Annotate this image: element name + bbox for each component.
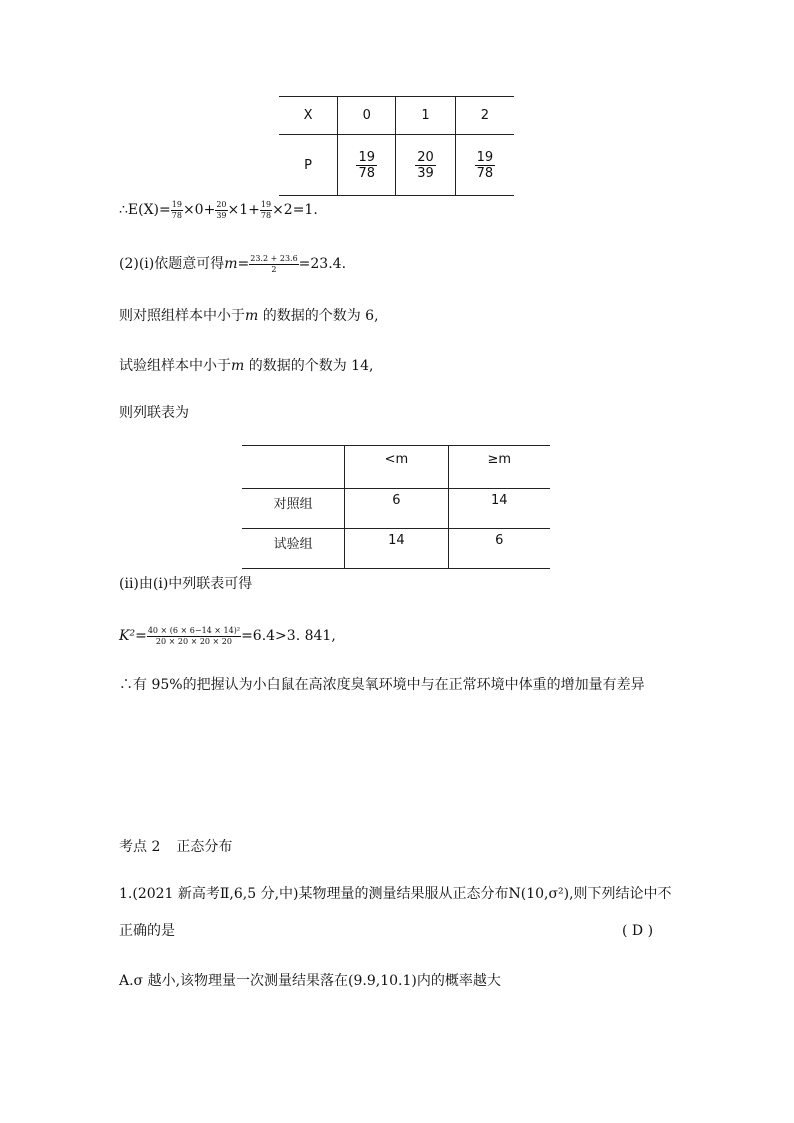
table-header-cell — [242, 446, 345, 489]
option-a: A.σ 越小,该物理量一次测量结果落在(9.9,10.1)内的概率越大 — [119, 973, 501, 989]
probability-cell: $\frac{20}{39}$ — [396, 135, 455, 196]
contingency-intro: 则列联表为 — [119, 405, 189, 421]
chi-square-formula: K²= $\frac{\text{40 × (6 × 6−14 × 14)²}}{20 \times 20 \times 20 \times 20}$ =6.4>3. 841, — [119, 625, 336, 646]
distribution-table — [279, 96, 514, 196]
section-title: 正态分布 — [176, 839, 233, 855]
question-line-1: 1.(2021 新高考Ⅱ,6,5 分,中)某物理量的测量结果服从正态分布N(10,σ²),则下列结论中不 — [119, 886, 672, 902]
contingency-table — [242, 445, 550, 569]
control-group-count: 则对照组样本中小于m 的数据的个数为 6, — [119, 308, 379, 324]
probability-cell: $\frac{19}{78}$ — [455, 135, 514, 196]
table-header-cell: 0 — [338, 97, 396, 135]
part-ii-intro: (ii)由(i)中列联表可得 — [119, 576, 253, 592]
table-row-label: 对照组 — [242, 489, 345, 529]
expectation-formula: ∴E(X)= $\frac{19}{78}$ ×0+ $\frac{20}{39}$ ×1+ $\frac{19}{78}$ ×2=1. — [119, 199, 318, 220]
answer-bracket: ( D ) — [622, 923, 654, 939]
section-heading — [119, 837, 232, 857]
section-label: 考点 2 — [119, 839, 161, 855]
probability-cell: $\frac{19}{78}$ — [338, 135, 396, 196]
conclusion-text: ∴有 95%的把握认为小白鼠在高浓度臭氧环境中与在正常环境中体重的增加量有差异 — [119, 677, 645, 693]
table-header-cell: <m — [345, 446, 448, 489]
question-line-2: 正确的是 — [119, 923, 175, 939]
table-cell: 14 — [345, 529, 448, 569]
table-cell: 6 — [345, 489, 448, 529]
table-header-cell: 1 — [396, 97, 455, 135]
test-group-count: 试验组样本中小于m 的数据的个数为 14, — [119, 358, 374, 374]
table-header-cell: X — [279, 97, 338, 135]
table-cell: 14 — [448, 489, 550, 529]
table-cell: 6 — [448, 529, 550, 569]
median-formula: (2)(i)依题意可得m= $\frac{23.2 + 23.6}{2}$ =23.4. — [119, 253, 347, 274]
table-row-label: P — [279, 135, 338, 196]
table-header-cell: 2 — [455, 97, 514, 135]
table-header-cell: ≥m — [448, 446, 550, 489]
table-row-label: 试验组 — [242, 529, 345, 569]
